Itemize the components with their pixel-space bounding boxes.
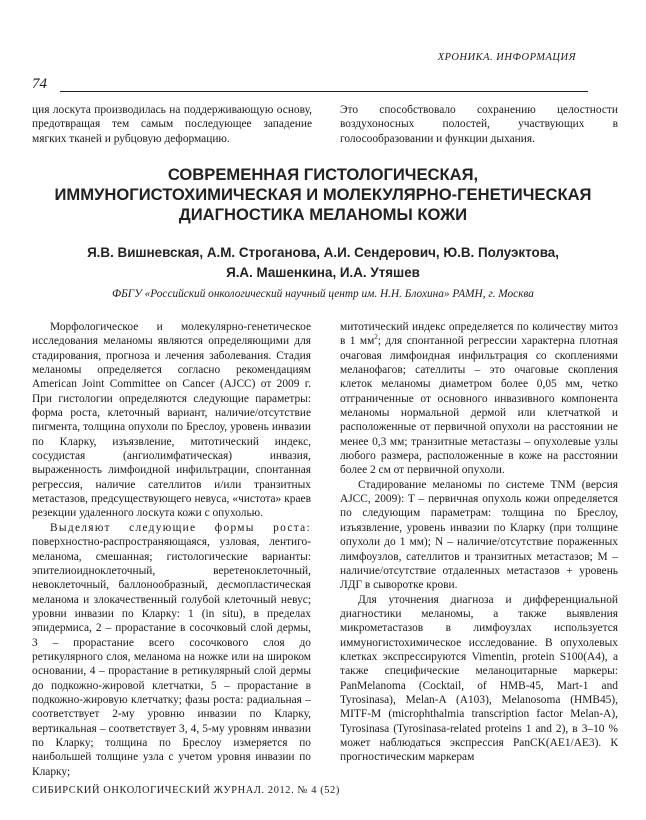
title-line: СОВРЕМЕННАЯ ГИСТОЛОГИЧЕСКАЯ, [167,165,479,184]
paragraph: Морфологическое и молекулярно-генетическое исследования меланомы являются определяющими для стадирования, прогноза и лечения заболевания. Стадия меланомы определяется согласно рекомендациям American Joint Committee on Cancer (AJCC) от 2009 г. При гистологии определяются следующие параметры: форма роста, клеточный вариант, наличие/отсутствие пигмента, толщина опухоли по Бреслоу, уровень инвазии по Кларку, изъязвление, митотический индекс, сосудистая (ангиолимфатическая) инвазия, выраженность лимфоидной инфильтрации, спонтанная регрессия, наличие сателлитов и/или транзитных метастазов, предсуществующего невуса, «чистота» краев резекции удаленного лоскута кожи с опухолью. [32,321,311,520]
title-line: ДИАГНОСТИКА МЕЛАНОМЫ КОЖИ [178,205,468,224]
header-rule [60,91,588,92]
paragraph-text: ; для спонтанной регрессии характерна плотная очаговая лимфоидная инфильтрация со скоплениями меланофагов; сателлиты – это очаговые скопления клеток меланомы диаметром более 0,05 мм, четко отграниченные от основного инвазивного компонента меланомы нормальной дермой или клетчаткой и расположенные от первичной опухоли на расстоянии не менее 0,3 мм; транзитные метастазы – опухолевые узлы любого размера, расположенные в коже на расстоянии более 2 см от первичной опухоли. [340,335,619,477]
superscript: 2 [374,333,378,342]
authors [40,243,606,282]
title-line: ИММУНОГИСТОХИМИЧЕСКАЯ И МОЛЕКУЛЯРНО-ГЕНЕТИЧЕСКАЯ [54,185,592,204]
affiliation: ФБГУ «Российский онкологический научный центр им. Н.Н. Блохина» РАМН, г. Москва [112,288,534,300]
body-column-left [32,320,311,779]
authors-line: Я.В. Вишневская, А.М. Строганова, А.И. Сендерович, Ю.В. Полуэктова, [87,245,559,260]
page-number: 74 [32,76,47,92]
paragraph: Для уточнения диагноза и дифференциальной диагностики меланомы, а также выявления микрометастазов в лимфоузлах используется иммуногистохимическое исследование. В опухолевых клетках экспрессируются Vimentin, protein S100(A4), а также специфические меланоцитарные маркеры: PanMelanoma (Cocktail, of HMB-45, Mart-1 and Tyrosinasa), Melan-A (A103), Melanosoma (HMB45), MITF-M (microphthalmia transcription factor Melan-A), Tyrosinasa (Tyrosinasa-related proteins 1 and 2), в 3–10 % может наблюдаться экспрессия PanCK(AE1/AE3). К прогностическим маркерам [340,593,618,764]
authors-line: Я.А. Машенкина, И.А. Утяшев [226,264,420,280]
body-column-right [340,320,618,765]
paragraph [32,521,311,779]
paragraph-text: поверхностно-распространяющаяся, узловая, лентиго-меланома, смешанная; гистологические варианты: эпителиоидноклеточный, веретеноклеточный, невоклеточный, баллонообразный, десмопластическая меланома и злокачественный голубой клеточный невус; уровни инвазии по Кларку: 1 (in situ), в пределах эпидермиса, 2 – прорастание в сосочковый слой дермы, 3 – прорастание всего сосочкового слоя до ретикулярного слоя, меланома на ножке или на широком основании, 4 – прорастание в ретикулярный слой дермы до подкожно-жировой клетчатки, 5 – прорастание в подкожно-жировую клетчатку; фазы роста: радиальная – соответствует 2-му уровню инвазии по Кларку, вертикальная – соответствует 3, 4, 5-му уровням инвазии по Кларку; толщина по Бреслоу измеряется по наибольшей толщине узла с учетом уровня инвазии по Кларку; [32,536,311,778]
paragraph: Стадирование меланомы по системе TNM (версия AJCC, 2009): T – первичная опухоль кожи определяется по следующим параметрам: толщина по Бреслоу, изъязвление, уровень инвазии по Кларку (при толщине опухоли до 1 мм); N – наличие/отсутствие пораженных лимфоузлов, сателлитов и транзитных метастазов; M – наличие/отсутствие отдаленных метастазов + уровень ЛДГ в сыворотке крови. [340,478,618,592]
paragraph [340,320,618,478]
article-title [40,165,606,225]
previous-article-text-right [340,103,618,146]
paragraph: ция лоскута производилась на поддерживающую основу, предотвращая тем самым последующее западение мягких тканей и рубцовую деформацию. [32,104,312,145]
paragraph-lead: Выделяют следующие формы роста: [50,521,311,534]
paragraph: Это способствовало сохранению целостности воздухоносных полостей, участвующих в голосообразовании и функции дыхания. [340,104,618,145]
paragraph-text: митотический индекс определяется по количеству митоз в 1 мм [340,321,618,348]
previous-article-text-left [32,103,312,146]
journal-footer: СИБИРСКИЙ ОНКОЛОГИЧЕСКИЙ ЖУРНАЛ. 2012. № 4 (52) [32,785,340,796]
running-head: ХРОНИКА. ИНФОРМАЦИЯ [437,52,576,63]
